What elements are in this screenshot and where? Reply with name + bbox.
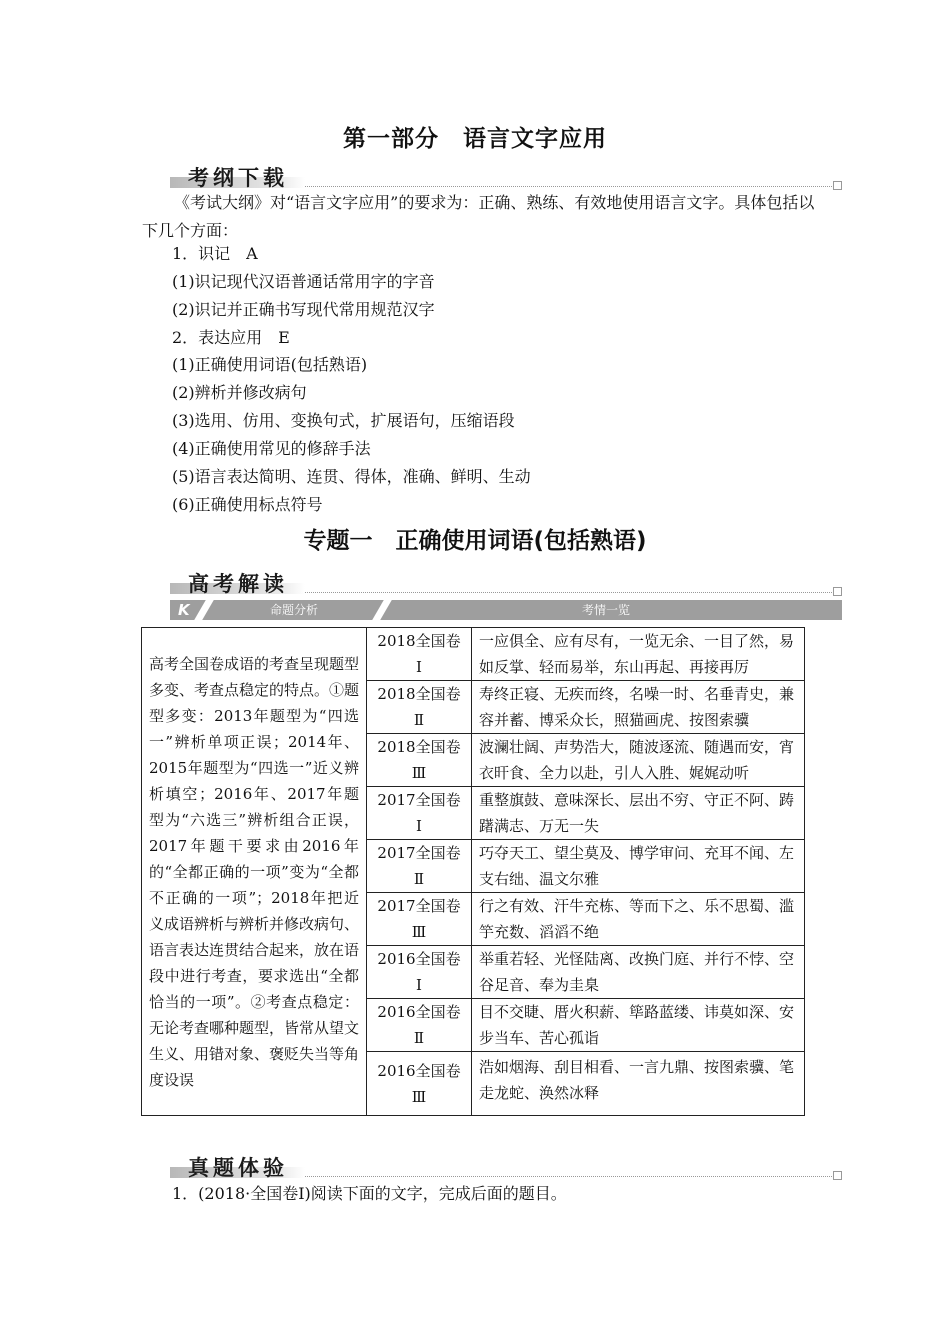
banner-divider xyxy=(305,592,832,593)
exam-year-cell: 2017全国卷 Ⅱ xyxy=(367,840,472,893)
exam-year-cell: 2018全国卷 Ⅱ xyxy=(367,681,472,734)
idioms-cell: 举重若轻、光怪陆离、改换门庭、并行不悖、空谷足音、奉为圭臬 xyxy=(472,946,805,999)
exam-year-cell: 2016全国卷 Ⅰ xyxy=(367,946,472,999)
tab-separator xyxy=(372,600,392,620)
table-row xyxy=(142,628,805,681)
part-title: 第一部分 语言文字应用 xyxy=(343,126,607,152)
idioms-cell: 目不交睫、厝火积薪、筚路蓝缕、讳莫如深、安步当车、苦心孤诣 xyxy=(472,999,805,1052)
tab-label-overview: 考情一览 xyxy=(582,603,631,617)
tab-separator xyxy=(194,600,214,620)
banner-end-icon xyxy=(833,181,842,190)
practice-banner xyxy=(170,1152,842,1178)
exam-year-cell: 2018全国卷 Ⅲ xyxy=(367,734,472,787)
syllabus-intro: 《考试大纲》对“语言文字应用”的要求为：正确、熟练、有效地使用语言文字。具体包括以下几个方面： xyxy=(142,193,815,240)
exam-year-cell: 2016全国卷 Ⅲ xyxy=(367,1052,472,1116)
exam-year-cell: 2018全国卷 Ⅰ xyxy=(367,628,472,681)
syllabus-item: 2．表达应用 E xyxy=(172,328,290,347)
idioms-cell: 寿终正寝、无疾而终，名噪一时、名垂青史，兼容并蓄、博采众长，照猫画虎、按图索骥 xyxy=(472,681,805,734)
syllabus-banner xyxy=(170,162,842,188)
k-mark-icon: K xyxy=(178,601,190,619)
tab-label-analysis: 命题分析 xyxy=(270,603,319,617)
syllabus-item: (2)识记并正确书写现代常用规范汉字 xyxy=(172,300,435,319)
syllabus-item: (2)辨析并修改病句 xyxy=(172,383,307,402)
syllabus-item: (1)识记现代汉语普通话常用字的字音 xyxy=(172,272,435,291)
exam-year-cell: 2017全国卷 Ⅰ xyxy=(367,787,472,840)
idioms-cell: 重整旗鼓、意味深长、层出不穷、守正不阿、踌躇满志、万无一失 xyxy=(472,787,805,840)
exam-year-cell: 2016全国卷 Ⅱ xyxy=(367,999,472,1052)
syllabus-item: (5)语言表达简明、连贯、得体，准确、鲜明、生动 xyxy=(172,467,531,486)
banner-end-icon xyxy=(833,587,842,596)
banner-divider xyxy=(305,186,832,187)
idioms-cell: 一应俱全、应有尽有，一览无余、一目了然，易如反掌、轻而易举，东山再起、再接再厉 xyxy=(472,628,805,681)
syllabus-item: (1)正确使用词语(包括熟语) xyxy=(172,355,368,374)
syllabus-item: 1．识记 A xyxy=(172,244,258,263)
syllabus-item: (4)正确使用常见的修辞手法 xyxy=(172,439,371,458)
banner-end-icon xyxy=(833,1171,842,1180)
analysis-tab-bar xyxy=(170,600,842,620)
idioms-cell: 波澜壮阔、声势浩大，随波逐流、随遇而安，宵衣旰食、全力以赴，引人入胜、娓娓动听 xyxy=(472,734,805,787)
idioms-cell: 浩如烟海、刮目相看、一言九鼎、按图索骥、笔走龙蛇、涣然冰释 xyxy=(472,1052,805,1116)
syllabus-item: (3)选用、仿用、变换句式，扩展语句，压缩语段 xyxy=(172,411,515,430)
idioms-cell: 巧夺天工、望尘莫及、博学审问、充耳不闻、左支右绌、温文尔雅 xyxy=(472,840,805,893)
analysis-text: 高考全国卷成语的考查呈现题型多变、考查点稳定的特点。①题型多变：2013年题型为“四选一”辨析单项正误；2014年、2015年题型为“四选一”近义辨析填空；2016年、2017年题型为“六选三”辨析组合正误，2017年题干要求由2016年的“全都正确的一项”变为“全都不正确的一项”；2018年把近义成语辨析与辨析并修改病句、语言表达连贯结合起来，放在语段中进行考查，要求选出“全都恰当的一项”。②考查点稳定：无论考查哪种题型，皆常从望文生义、用错对象、褒贬失当等角度设误 xyxy=(142,628,367,1116)
question-line: 1．(2018·全国卷Ⅰ)阅读下面的文字，完成后面的题目。 xyxy=(172,1184,567,1203)
banner-label: 考纲下载 xyxy=(188,166,288,190)
syllabus-item: (6)正确使用标点符号 xyxy=(172,495,323,514)
exam-year-cell: 2017全国卷 Ⅲ xyxy=(367,893,472,946)
exam-analysis-table xyxy=(141,627,805,1116)
topic-title: 专题一 正确使用词语(包括熟语) xyxy=(303,528,647,554)
banner-divider xyxy=(305,1176,832,1177)
banner-label: 高考解读 xyxy=(188,572,288,596)
idioms-cell: 行之有效、汗牛充栋、等而下之、乐不思蜀、滥竽充数、滔滔不绝 xyxy=(472,893,805,946)
analysis-banner xyxy=(170,568,842,594)
banner-label: 真题体验 xyxy=(188,1156,288,1180)
